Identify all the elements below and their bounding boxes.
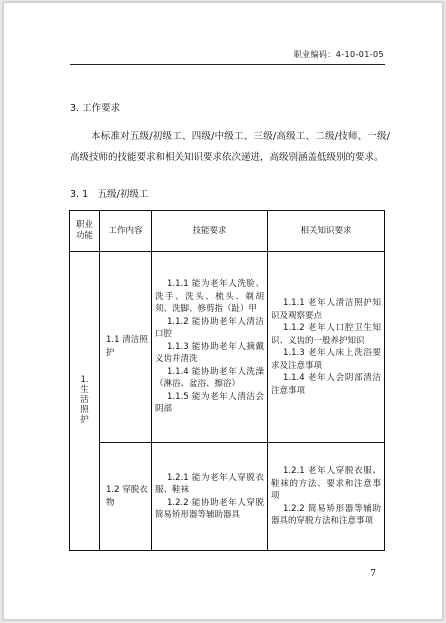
table-row: [70, 443, 385, 551]
subsection-title: 3. 1 五级/初级工: [70, 189, 149, 200]
skill-item: 1.1.5 能为老年人清洁会阴部: [155, 391, 264, 415]
knowledge-cell: [268, 443, 385, 551]
skill-item: 1.2.2 能协助老年人穿脱简易矫形器等辅助器具: [155, 497, 264, 520]
header-function: 职业功能: [70, 211, 100, 252]
work-cell: 1.2 穿脱衣物: [100, 443, 152, 551]
work-cell: 1.1 清洁照护: [100, 252, 152, 443]
function-cell: 1. 生活照护: [70, 252, 100, 551]
knowledge-cell: [268, 252, 385, 443]
intro-paragraph: 本标准对五级/初级工、四级/中级工、三级/高级工、二级/技师、一级/高级技师的技能要求和相关知识要求依次递进，高级别涵盖低级别的要求。: [70, 131, 390, 163]
header-work: 工作内容: [100, 211, 152, 252]
table-header-row: [70, 211, 385, 252]
page-number: 7: [370, 569, 376, 579]
table-row: [70, 252, 385, 443]
skill-item: 1.1.1 能为老年人洗脸、洗手、洗头、梳头、剃胡须、洗脚、修剪指（趾）甲: [155, 279, 264, 315]
knowledge-item: 1.1.4 老年人会阴部清洁注意事项: [271, 373, 381, 396]
occupation-code: 职业编码：4-10-01-05: [293, 50, 384, 59]
knowledge-item: 1.2.2 简易矫形器等辅助器具的穿脱方法和注意事项: [271, 503, 381, 527]
skills-cell: [152, 252, 268, 443]
skills-cell: [152, 443, 268, 551]
requirements-table: [69, 210, 385, 551]
header-skills: 技能要求: [152, 211, 268, 252]
knowledge-item: 1.2.1 老年人穿脱衣服、鞋袜的方法、要求和注意事项: [271, 466, 381, 502]
knowledge-item: 1.1.1 老年人清洁照护知识及观察要点: [271, 298, 381, 321]
skill-item: 1.1.4 能协助老年人洗澡（淋浴、盆浴、擦浴）: [155, 366, 264, 390]
skill-item: 1.2.1 能为老年人穿脱衣服、鞋袜: [155, 472, 264, 495]
skill-item: 1.1.3 能协助老年人摘戴义齿并清洗: [155, 341, 264, 365]
header-knowledge: 相关知识要求: [268, 211, 385, 252]
skill-item: 1.1.2 能协助老年人清洁口腔: [155, 316, 264, 340]
knowledge-item: 1.1.2 老年人口腔卫生知识、义齿的一般养护知识: [271, 323, 381, 346]
header-rule: [70, 64, 385, 65]
knowledge-item: 1.1.3 老年人床上洗浴要求及注意事项: [271, 348, 381, 371]
document-page: [3, 2, 443, 620]
section-title: 3. 工作要求: [70, 103, 121, 114]
